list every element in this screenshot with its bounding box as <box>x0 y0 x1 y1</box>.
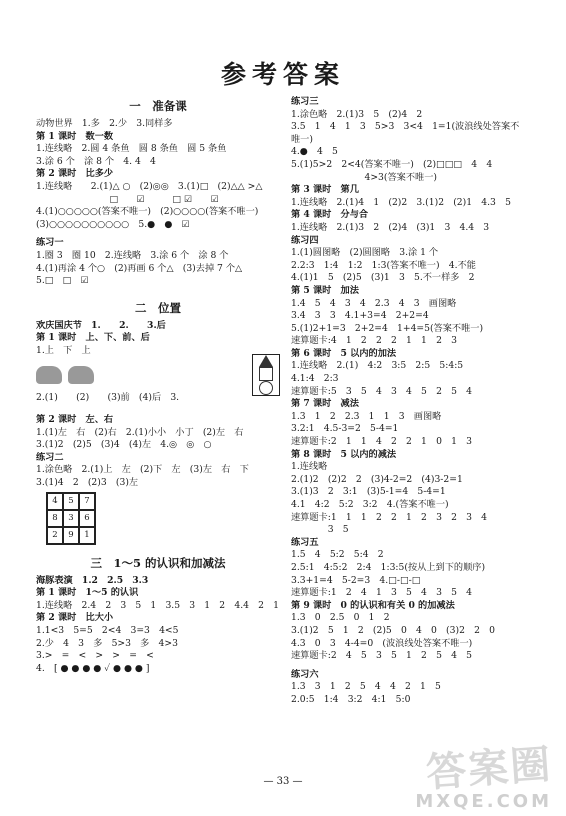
answer-line: 5.(1)2+1=3 2+2=4 1+4=5(答案不唯一) <box>291 322 484 334</box>
spacer <box>36 288 280 298</box>
lesson-heading: 练习二 <box>36 451 64 463</box>
lesson-heading: 练习六 <box>291 668 319 680</box>
answer-line: 3.3+1=4 5-2=3 4.□-□-□ <box>291 574 421 586</box>
answer-line: 2.2:3 1:4 1:2 1:3(答案不唯一) 4.不能 <box>291 259 476 271</box>
lesson-heading: 练习五 <box>291 536 319 548</box>
lesson-heading: 第 2 课时 比多少 <box>36 168 114 180</box>
lesson-heading: 第 7 课时 减法 <box>291 398 359 410</box>
answer-line: 2.少 4 3 多 5>3 多 4>3 <box>36 637 178 649</box>
answer-line: 1.4 5 4 3 4 2.3 4 3 画图略 <box>291 297 457 309</box>
answer-line: 3.> = < > > = < <box>36 650 154 662</box>
answer-line: 4.● 4 5 <box>291 146 338 158</box>
answer-line: 1.连线略 2.4 2 3 5 1 3.5 3 1 2 4.4 2 1 <box>36 599 280 611</box>
elephant-icon <box>36 366 62 384</box>
lesson-heading: 第 1 课时 1～5 的认识 <box>36 587 139 599</box>
grid-cell: 9 <box>63 527 79 544</box>
answer-line: 3.2:1 4.5-3=2 5-4=1 <box>291 423 399 435</box>
left-column <box>36 96 280 675</box>
sheep-icon <box>68 366 94 384</box>
answer-line: 1.连线略 2.(1)3 2 (2)4 (3)1 3 4.4 3 <box>291 221 490 233</box>
square-icon <box>259 367 273 381</box>
grid-cell: 2 <box>47 527 63 544</box>
watermark-url: MXQE.COM <box>415 791 552 812</box>
lesson-heading: 第 2 课时 左、右 <box>36 414 114 426</box>
answer-line: 5.□ □ ☑ <box>36 275 89 287</box>
section-heading: 三 1～5 的认识和加减法 <box>90 555 226 570</box>
answer-line: 2.0:5 1:4 3:2 4:1 5:0 <box>291 693 411 705</box>
answer-line: 速算题卡:2 4 5 3 5 1 2 5 4 5 <box>291 650 472 662</box>
answer-line: 1.连线略 2.(1)△ ○ (2)◎◎ 3.(1)□ (2)△△ >△ <box>36 180 263 192</box>
grid-cell: 6 <box>79 510 95 527</box>
lesson-heading: 第 4 课时 分与合 <box>291 209 369 221</box>
lesson-heading: 欢庆国庆节 1. 2. 3.后 <box>36 319 166 331</box>
lesson-heading: 第 1 课时 数一数 <box>36 130 114 142</box>
answer-line: 1.连线略 2.(1)4 1 (2)2 3.(1)2 (2)1 4.3 5 <box>291 196 511 208</box>
page-number: — 33 — <box>263 776 303 787</box>
lesson-heading: 练习三 <box>291 96 319 107</box>
answer-line: 1.(1)左 右 (2)右 2.(1)小小 小丁 (2)左 右 <box>36 426 244 438</box>
answer-line: 4. [ ● ● ● ● ✓ ● ● ● ] <box>36 662 150 674</box>
lesson-heading: 第 9 课时 0 的认识和有关 0 的加减法 <box>291 599 455 611</box>
answer-line: □ ☑ □ ☑ ☑ <box>36 193 219 205</box>
answer-line: 1.涂色略 2.(1)上 左 (2)下 左 (3)左 右 下 <box>36 464 249 476</box>
position-pictures <box>36 358 280 392</box>
right-column <box>291 96 543 707</box>
number-grid <box>46 492 280 545</box>
lesson-heading: 第 1 课时 上、下、前、后 <box>36 332 150 344</box>
answer-line: 2.(1) (2) (3)前 (4)后 3. <box>36 391 180 403</box>
spacer <box>36 547 280 553</box>
answer-line: 1.连线略 2.圆 4 条鱼 圆 8 条鱼 圆 5 条鱼 <box>36 143 227 155</box>
answer-line: 1.连线略 <box>291 461 328 473</box>
watermark-logo: 答案圈 <box>424 741 554 797</box>
page-title: 参考答案 <box>220 60 345 89</box>
answer-line: 速算题卡:2 1 1 4 2 2 1 0 1 3 <box>291 436 472 448</box>
spacer <box>36 404 280 414</box>
triangle-icon <box>259 355 273 367</box>
answer-line: 速算题卡:1 2 4 1 3 5 4 3 5 4 <box>291 587 472 599</box>
answer-line: 1.上 下 上 <box>36 344 91 356</box>
answer-line: 4.(1)1 5 (2)5 (3)1 3 5.不一样多 2 <box>291 272 475 284</box>
answer-line: 3.5 1 4 1 3 5>3 3<4 1=1(波浪线处答案不 <box>291 121 520 133</box>
answer-line: 3.(1)4 2 (2)3 (3)左 <box>36 477 139 489</box>
answer-line: 4>3(答案不唯一) <box>291 171 437 183</box>
answer-line: 2.(1)2 (2)2 2 (3)4-2=2 (4)3-2=1 <box>291 473 463 485</box>
answer-line: (3)○○○○○○○○○○ 5.● ● ☑ <box>36 218 190 230</box>
answer-line: 4.(1)○○○○○(答案不唯一) (2)○○○○(答案不唯一) <box>36 206 259 218</box>
answer-line: 动物世界 1.多 2.少 3.同样多 <box>36 118 173 129</box>
circle-icon <box>259 381 273 395</box>
answer-line: 1.1<3 5=5 2<4 3=3 4<5 <box>36 625 179 637</box>
answer-line: 3.(1)2 5 1 2 (2)5 0 4 0 (3)2 2 0 <box>291 624 495 636</box>
grid-cell: 3 <box>63 510 79 527</box>
answer-line: 4.1 4:2 5:2 3:2 4.(答案不唯一) <box>291 499 449 510</box>
answer-line: 1.3 1 2 2.3 1 1 3 画图略 <box>291 410 442 422</box>
answer-line: 1.圈 3 圈 10 2.连线略 3.涂 6 个 涂 8 个 <box>36 249 229 261</box>
grid-cell: 7 <box>79 493 95 510</box>
answer-line: 1.涂色略 2.(1)3 5 (2)4 2 <box>291 108 423 120</box>
answer-line: 2.5:1 4:5:2 2:4 1:3:5(按从上到下的顺序) <box>291 561 486 573</box>
shape-stack <box>252 354 280 396</box>
answer-line: 1.3 3 1 2 5 4 4 2 1 5 <box>291 681 441 693</box>
answer-line: 3.(1)3 2 3:1 (3)5-1=4 5-4=1 <box>291 486 446 498</box>
answer-line: 速算题卡:5 3 5 4 3 4 5 2 5 4 <box>291 385 472 397</box>
lesson-heading: 第 8 课时 5 以内的减法 <box>291 448 397 460</box>
answer-line: 4.1:4 2:3 <box>291 373 339 385</box>
answer-line: 速算题卡:1 1 1 2 2 1 2 3 2 3 4 <box>291 511 488 523</box>
lesson-heading: 第 2 课时 比大小 <box>36 612 114 624</box>
lesson-heading: 海豚表演 1.2 2.5 3.3 <box>36 574 149 586</box>
answer-line: 5.(1)5>2 2<4(答案不唯一) (2)□□□ 4 4 <box>291 158 493 170</box>
grid-cell: 5 <box>63 493 79 510</box>
answer-line: 1.连线略 2.(1) 4:2 3:5 2:5 5:4:5 <box>291 360 464 372</box>
section-heading: 一 准备课 <box>129 99 187 113</box>
lesson-heading: 第 3 课时 第几 <box>291 184 359 196</box>
answer-line: 唯一) <box>291 133 313 145</box>
lesson-heading: 练习四 <box>291 234 319 246</box>
lesson-heading: 练习一 <box>36 237 64 249</box>
grid-cell: 1 <box>79 527 95 544</box>
answer-line: 3.涂 6 个 涂 8 个 4. 4 4 <box>36 155 156 167</box>
grid-cell: 4 <box>47 493 63 510</box>
answer-line: 4.(1)再涂 4 个○ (2)再画 6 个△ (3)去掉 7 个△ <box>36 262 243 274</box>
answer-line: 3 5 <box>291 524 349 536</box>
answer-line: 4.3 0 3 4-4=0 (波浪线处答案不唯一) <box>291 637 473 649</box>
answer-line: 1.5 4 5:2 5:4 2 <box>291 549 384 561</box>
grid-cell: 8 <box>47 510 63 527</box>
answer-line: 速算题卡:4 1 2 2 2 1 1 2 3 <box>291 335 457 347</box>
answer-line: 1.(1)圆图略 (2)圆图略 3.涂 1 个 <box>291 247 439 259</box>
answer-line: 3.(1)2 (2)5 (3)4 (4)左 4.◎ ◎ ○ <box>36 439 212 451</box>
section-heading: 二 位置 <box>135 300 181 315</box>
lesson-heading: 第 5 课时 加法 <box>291 284 359 296</box>
answer-line: 1.3 0 2.5 0 1 2 <box>291 612 390 624</box>
answer-line: 3.4 3 3 4.1+3=4 2+2=4 <box>291 310 429 322</box>
lesson-heading: 第 6 课时 5 以内的加法 <box>291 347 397 359</box>
